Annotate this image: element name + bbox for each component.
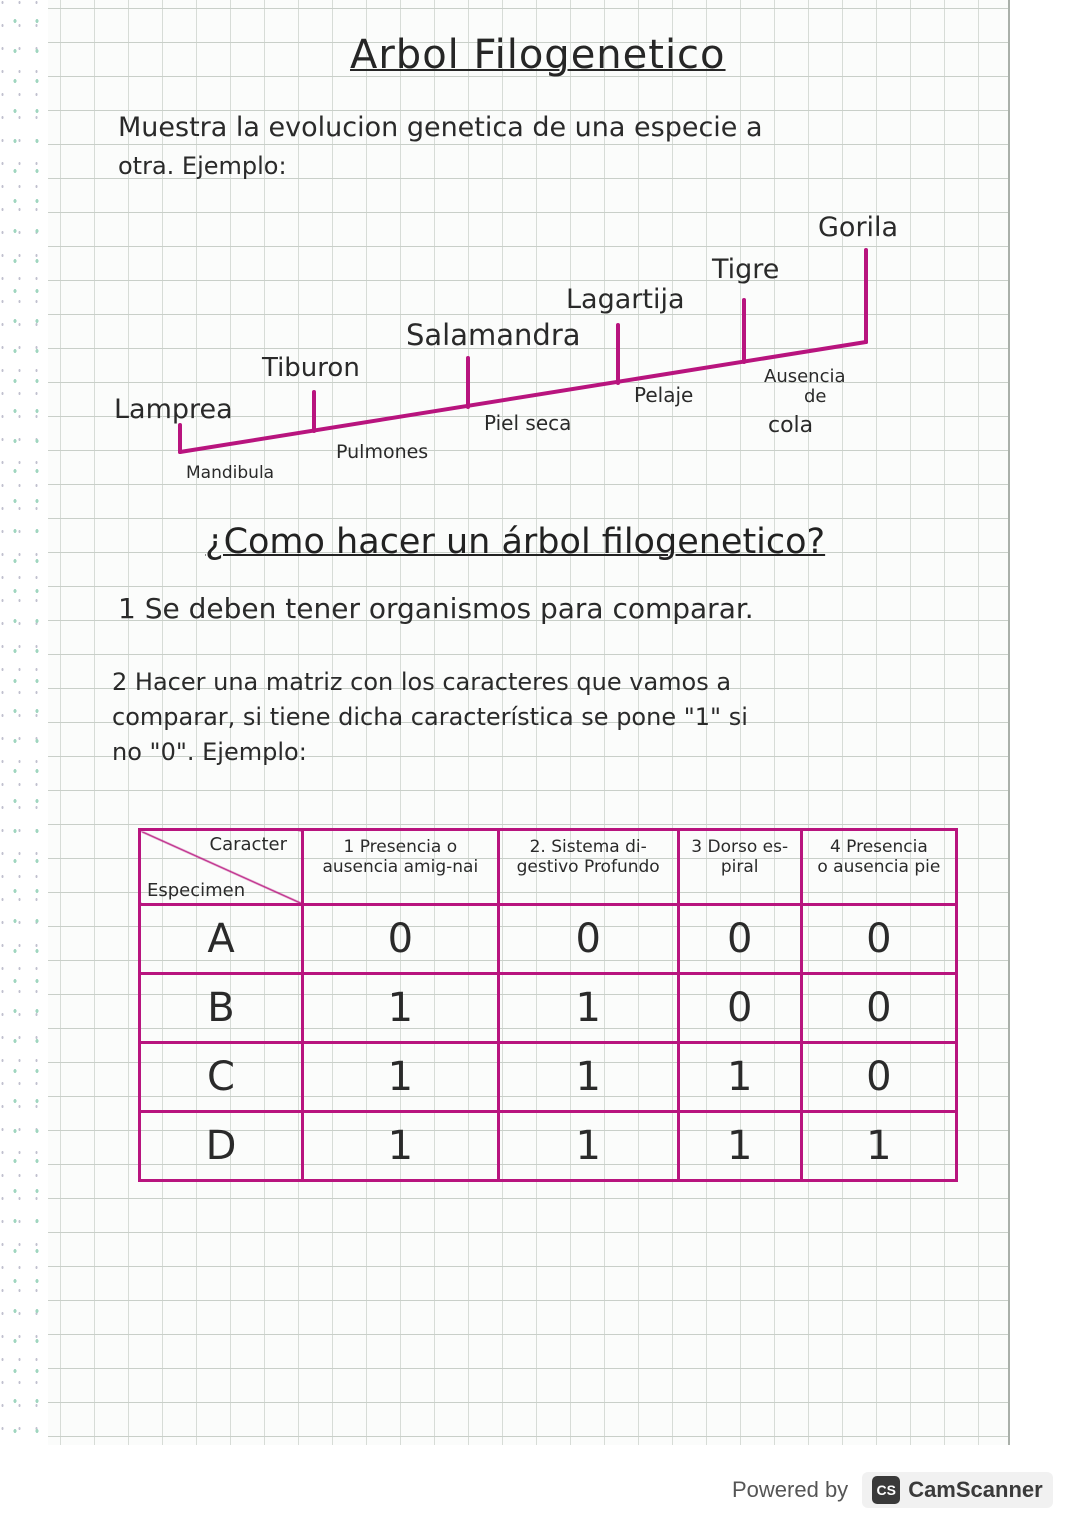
- header-2-line-2: gestivo Profundo: [516, 857, 660, 877]
- matrix-header-2: [498, 830, 678, 905]
- matrix-cell: 0: [801, 974, 956, 1043]
- row-label: D: [140, 1112, 303, 1181]
- trait-mandibula: Mandibula: [186, 463, 275, 483]
- matrix-header-row: [140, 830, 957, 905]
- page-title: Arbol Filogenetico: [350, 32, 726, 78]
- matrix-cell: 0: [498, 905, 678, 974]
- corner-caracter-label: Caracter: [209, 834, 287, 855]
- camscanner-logo: [862, 1472, 1053, 1508]
- header-3-line-2: piral: [720, 857, 759, 877]
- header-2-line-1: 2. Sistema di-: [529, 837, 647, 857]
- taxon-salamandra: Salamandra: [406, 318, 581, 352]
- section-subtitle: ¿Como hacer un árbol filogenetico?: [205, 522, 826, 562]
- matrix-row-b: [140, 974, 957, 1043]
- step-2-line-1: 2 Hacer una matriz con los caracteres que vamos a: [112, 668, 732, 696]
- matrix-cell: 0: [678, 905, 801, 974]
- matrix-cell: 1: [801, 1112, 956, 1181]
- matrix-cell: 1: [678, 1043, 801, 1112]
- taxon-tiburon: Tiburon: [262, 353, 360, 383]
- matrix-row-d: [140, 1112, 957, 1181]
- row-label: A: [140, 905, 303, 974]
- taxon-lamprea: Lamprea: [114, 394, 233, 425]
- matrix-header-3: [678, 830, 801, 905]
- trait-cola: cola: [768, 413, 814, 438]
- step-2-line-2: comparar, si tiene dicha característica se pone "1" si: [112, 703, 748, 731]
- camscanner-brand: CamScanner: [908, 1477, 1043, 1502]
- matrix-cell: 0: [678, 974, 801, 1043]
- camscanner-watermark: [732, 1470, 1053, 1510]
- cs-logo-icon: CS: [872, 1476, 900, 1504]
- character-matrix: [138, 828, 958, 1182]
- matrix-cell: 0: [801, 1043, 956, 1112]
- matrix-cell: 1: [303, 1112, 499, 1181]
- row-label: C: [140, 1043, 303, 1112]
- matrix-cell: 1: [498, 1112, 678, 1181]
- phylogenetic-tree-diagram: [0, 0, 1080, 500]
- matrix-cell: 1: [303, 974, 499, 1043]
- matrix-row-c: [140, 1043, 957, 1112]
- step-1-text: 1 Se deben tener organismos para comparar.: [118, 592, 754, 625]
- matrix-row-a: [140, 905, 957, 974]
- trait-ausencia: Ausencia: [764, 366, 846, 387]
- matrix-cell: 0: [801, 905, 956, 974]
- corner-especimen-label: Especimen: [147, 880, 246, 901]
- trait-de: de: [804, 386, 827, 407]
- taxon-tigre: Tigre: [712, 254, 780, 285]
- matrix-cell: 0: [303, 905, 499, 974]
- intro-line-1: Muestra la evolucion genetica de una especie a: [118, 112, 763, 143]
- trait-pelaje: Pelaje: [634, 383, 694, 407]
- trait-pulmones: Pulmones: [336, 441, 429, 463]
- row-label: B: [140, 974, 303, 1043]
- taxon-lagartija: Lagartija: [566, 284, 685, 315]
- step-2-line-3: no "0". Ejemplo:: [112, 738, 307, 766]
- matrix-cell: 1: [303, 1043, 499, 1112]
- matrix-corner-cell: [140, 830, 303, 905]
- matrix-cell: 1: [498, 1043, 678, 1112]
- header-1-line-2: ausencia amig-nai: [322, 857, 479, 877]
- matrix-cell: 1: [678, 1112, 801, 1181]
- header-1-line-1: 1 Presencia o: [343, 837, 458, 857]
- trait-piel-seca: Piel seca: [484, 411, 572, 435]
- matrix-header-1: [303, 830, 499, 905]
- matrix-header-4: [801, 830, 956, 905]
- intro-line-2: otra. Ejemplo:: [118, 152, 287, 180]
- taxon-gorila: Gorila: [818, 212, 899, 243]
- matrix-cell: 1: [498, 974, 678, 1043]
- header-3-line-1: 3 Dorso es-: [691, 837, 789, 857]
- powered-by-text: Powered by: [732, 1477, 849, 1502]
- header-4-line-2: o ausencia pie: [817, 857, 941, 877]
- header-4-line-1: 4 Presencia: [829, 837, 928, 857]
